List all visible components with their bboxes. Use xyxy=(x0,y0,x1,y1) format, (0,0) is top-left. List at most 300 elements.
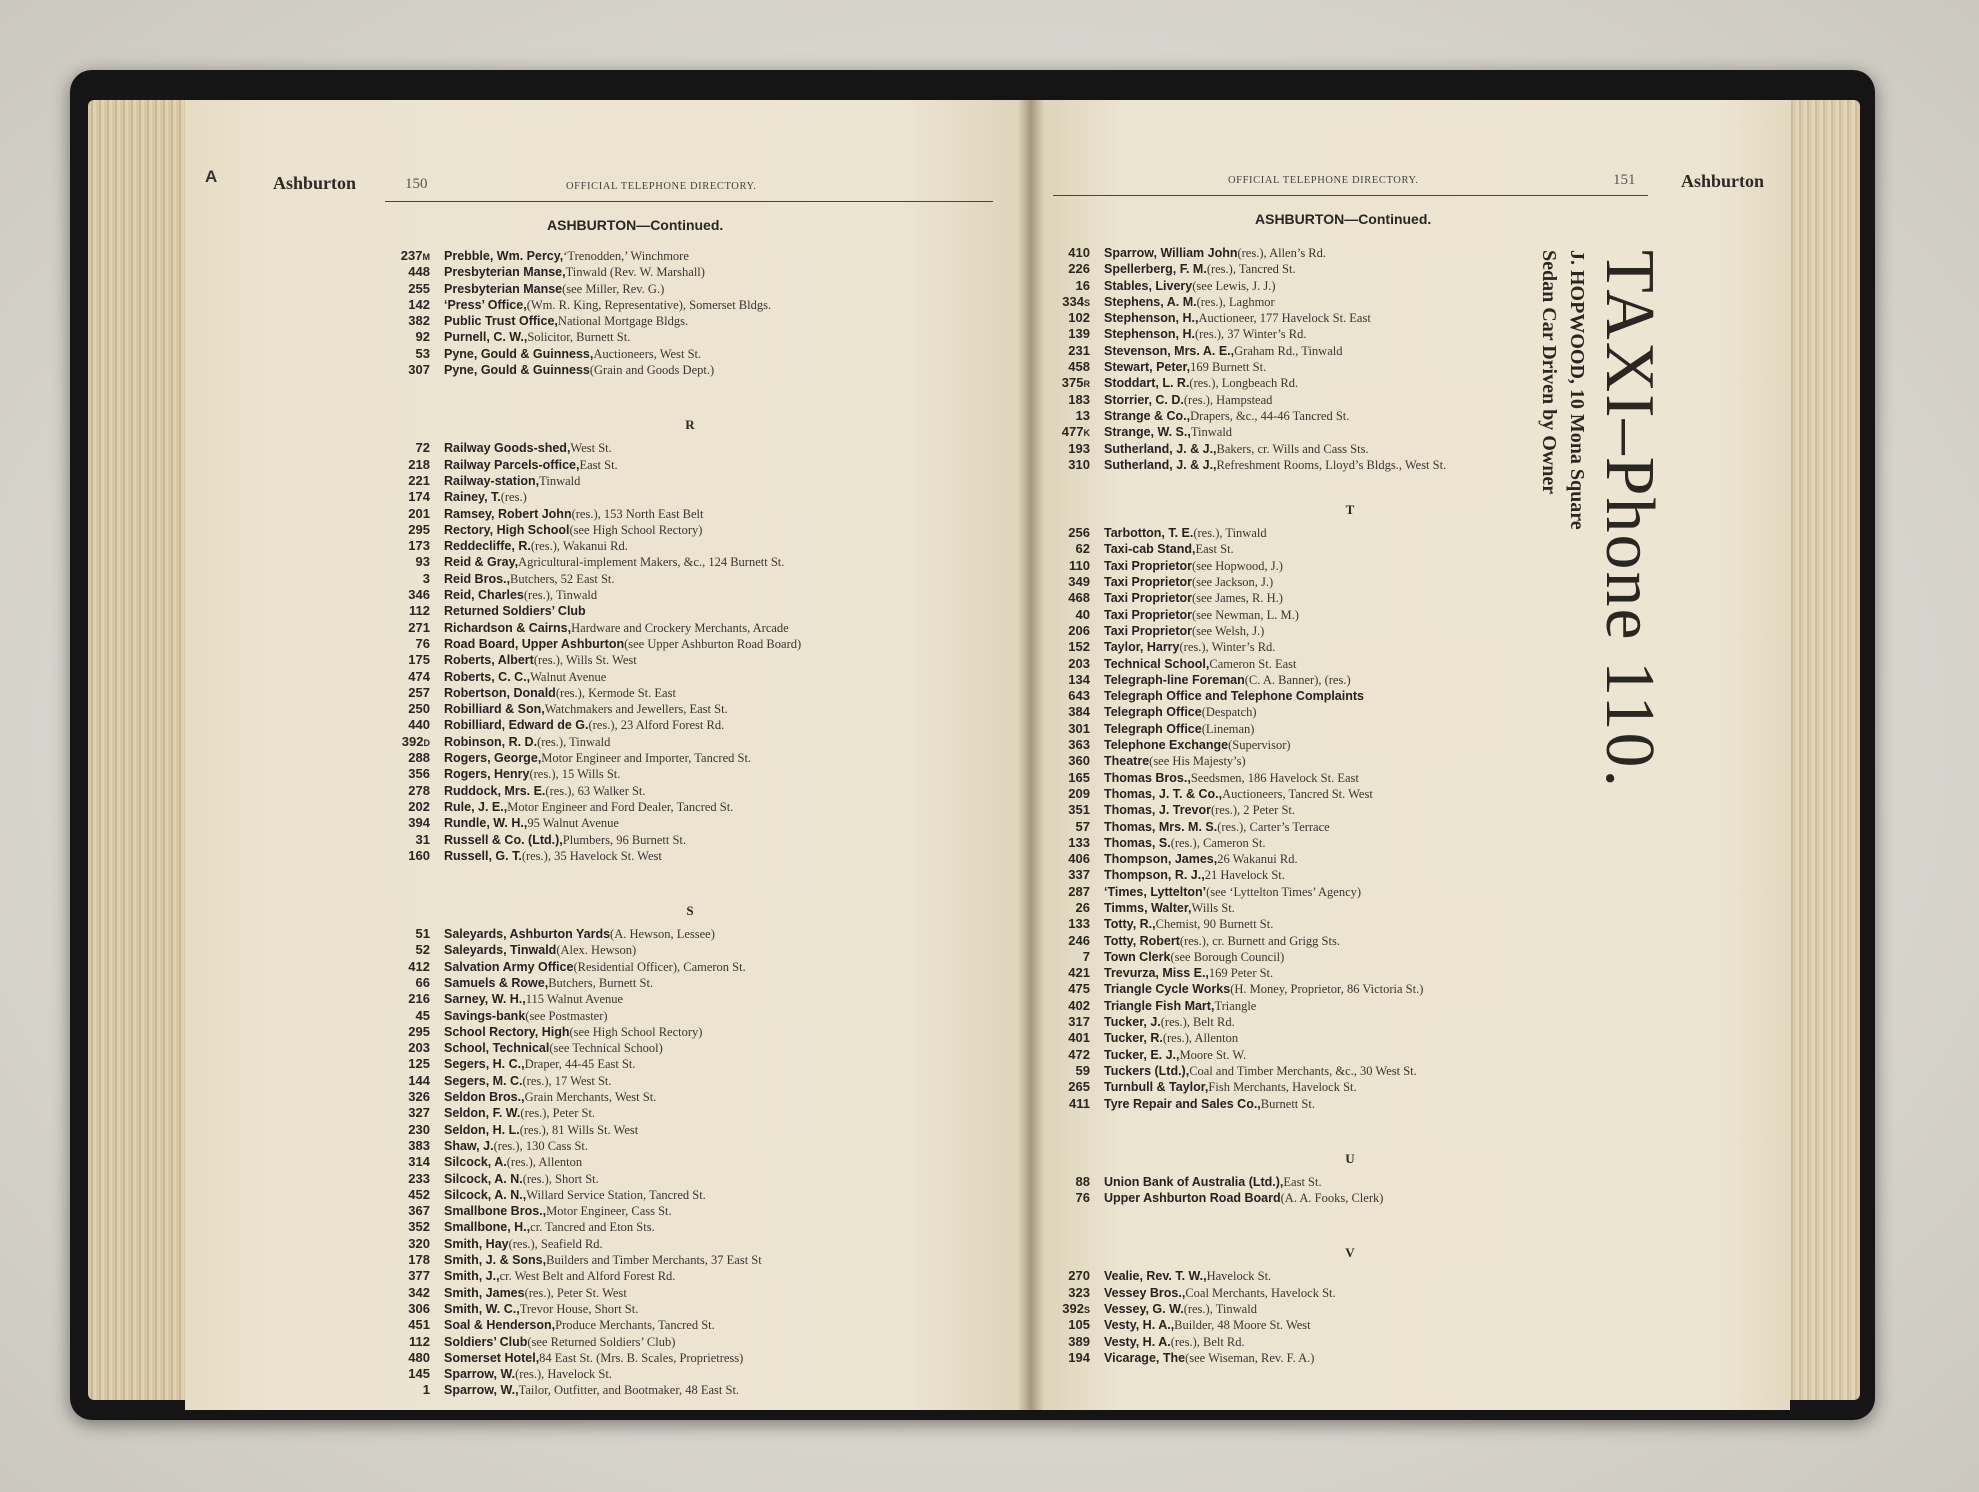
phone-number: 53 xyxy=(415,345,430,361)
phone-number: 134 xyxy=(1068,671,1090,687)
subscriber-details: (res.), Belt Rd. xyxy=(1160,1015,1235,1030)
subscriber-name: Railway Parcels-office, xyxy=(444,457,580,472)
subscriber-details: East St. xyxy=(1195,542,1234,557)
subscriber-details: Wills St. xyxy=(1191,900,1235,915)
subscriber-name: Reid Bros., xyxy=(444,571,510,586)
phone-number: 406 xyxy=(1068,851,1090,867)
phone-number: 59 xyxy=(1075,1062,1090,1078)
subscriber-name: Stephens, A. M. xyxy=(1104,294,1197,309)
subscriber-details: Motor Engineer and Ford Dealer, Tancred St. xyxy=(507,799,734,814)
phone-number: 392D xyxy=(401,733,430,749)
phone-number: 160 xyxy=(408,847,430,863)
subscriber-details: Butchers, Burnett St. xyxy=(548,975,654,990)
phone-number: 452 xyxy=(408,1186,430,1202)
subscriber-details: Tinwald xyxy=(1190,425,1233,440)
subscriber-name: Ruddock, Mrs. E. xyxy=(444,783,546,798)
subscriber-name: Tucker, R. xyxy=(1104,1031,1163,1046)
phone-number: 203 xyxy=(1068,655,1090,671)
directory-entry xyxy=(380,506,1000,522)
party-line-suffix: R xyxy=(1083,379,1090,390)
subscriber-details: (res.), Kermode St. East xyxy=(555,685,676,700)
subscriber-details: Walnut Avenue xyxy=(530,669,607,684)
directory-entry xyxy=(380,1203,1000,1219)
directory-entry xyxy=(380,1236,1000,1252)
subscriber-name: Taxi-cab Stand, xyxy=(1104,542,1196,557)
subscriber-name: Stevenson, Mrs. A. E., xyxy=(1104,343,1235,358)
subscriber-details: (res.), Tinwald xyxy=(537,734,611,749)
directory-entry xyxy=(1040,1350,1660,1366)
subscriber-details: (see His Majesty’s) xyxy=(1149,754,1246,769)
phone-number: 102 xyxy=(1068,310,1090,326)
subscriber-details: Hardware and Crockery Merchants, Arcade xyxy=(571,620,789,635)
section-spacer xyxy=(1040,1112,1660,1144)
directory-entry xyxy=(380,1366,1000,1382)
subscriber-details: (Wm. R. King, Representative), Somerset Bldgs. xyxy=(526,297,772,312)
phone-number: 307 xyxy=(408,362,430,378)
phone-number: 112 xyxy=(409,603,430,619)
section-letter-heading: S xyxy=(686,903,694,919)
phone-number: 326 xyxy=(408,1089,430,1105)
subscriber-details: (res.), Longbeach Rd. xyxy=(1189,376,1299,391)
directory-entry xyxy=(380,1285,1000,1301)
subscriber-details: (res.), Tinwald xyxy=(523,588,598,603)
directory-entry xyxy=(1040,1317,1660,1333)
directory-entry xyxy=(1040,1096,1660,1112)
phone-number: 401 xyxy=(1068,1030,1090,1046)
subscriber-name: School Rectory, High xyxy=(444,1024,570,1039)
subscriber-name: Telegraph Office xyxy=(1104,705,1202,720)
directory-entry xyxy=(380,1122,1000,1138)
subscriber-details: 95 Walnut Avenue xyxy=(527,816,619,831)
subscriber-name: Spellerberg, F. M. xyxy=(1104,262,1207,277)
phone-number: 402 xyxy=(1068,997,1090,1013)
subscriber-name: Rundle, W. H., xyxy=(444,816,528,831)
directory-entry xyxy=(1040,1174,1660,1190)
subscriber-details: Auctioneers, Tancred St. West xyxy=(1222,786,1373,801)
subscriber-name: Stephenson, H., xyxy=(1104,311,1199,326)
directory-entry xyxy=(1040,1301,1660,1317)
section-letter-heading: U xyxy=(1345,1150,1355,1166)
directory-entry xyxy=(380,652,1000,668)
directory-entry xyxy=(1040,1190,1660,1206)
subscriber-details: Grain Merchants, West St. xyxy=(524,1090,657,1105)
directory-entry xyxy=(380,329,1000,345)
subscriber-details: Cameron St. East xyxy=(1209,656,1297,671)
phone-number: 367 xyxy=(408,1203,430,1219)
phone-number: 383 xyxy=(408,1137,430,1153)
phone-number: 389 xyxy=(1068,1333,1090,1349)
subscriber-name: Rainey, T. xyxy=(444,490,501,505)
phone-number: 480 xyxy=(408,1349,430,1365)
phone-number: 51 xyxy=(415,926,430,942)
directory-entry xyxy=(380,457,1000,473)
subscriber-details: (see High School Rectory) xyxy=(569,522,703,537)
phone-number: 175 xyxy=(408,652,430,668)
subscriber-name: Technical School, xyxy=(1104,656,1210,671)
phone-number: 287 xyxy=(1068,883,1090,899)
phone-number: 278 xyxy=(408,782,430,798)
subscriber-name: Vicarage, The xyxy=(1104,1350,1186,1365)
phone-number: 206 xyxy=(1068,622,1090,638)
subscriber-details: (res.), cr. Burnett and Grigg Sts. xyxy=(1179,933,1340,948)
subscriber-details: Tinwald xyxy=(539,473,581,488)
subscriber-details: 115 Walnut Avenue xyxy=(525,992,624,1007)
subscriber-details: (see James, R. H.) xyxy=(1191,591,1283,606)
subscriber-details: (res.), 81 Wills St. West xyxy=(519,1122,639,1137)
subscriber-details: (res.), 2 Peter St. xyxy=(1210,803,1295,818)
phone-number: 411 xyxy=(1069,1095,1090,1111)
subscriber-details: Auctioneers, West St. xyxy=(593,346,702,361)
subscriber-name: Taxi Proprietor xyxy=(1104,575,1192,590)
right-running-title: OFFICIAL TELEPHONE DIRECTORY. xyxy=(1228,175,1419,186)
phone-number: 337 xyxy=(1068,867,1090,883)
subscriber-details: (res.), 17 West St. xyxy=(522,1073,612,1088)
phone-number: 271 xyxy=(408,619,430,635)
directory-entry xyxy=(380,1268,1000,1284)
phone-number: 57 xyxy=(1075,818,1090,834)
subscriber-details: (res.), Allenton xyxy=(506,1155,583,1170)
phone-number: 133 xyxy=(1068,834,1090,850)
phone-number: 237M xyxy=(400,248,430,263)
phone-number: 472 xyxy=(1068,1046,1090,1062)
subscriber-details: Seedsmen, 186 Havelock St. East xyxy=(1190,770,1359,785)
party-line-suffix: S xyxy=(1083,1305,1090,1316)
directory-entry xyxy=(1040,1079,1660,1095)
subscriber-name: Rectory, High School xyxy=(444,522,570,537)
directory-entry xyxy=(1040,1334,1660,1350)
phone-number: 226 xyxy=(1068,261,1090,277)
directory-entry xyxy=(1040,1014,1660,1030)
phone-number: 178 xyxy=(408,1252,430,1268)
left-running-town: Ashburton xyxy=(273,173,357,193)
subscriber-details: (res.), Peter St. xyxy=(520,1106,596,1121)
phone-number: 346 xyxy=(408,587,430,603)
directory-entry xyxy=(1040,1047,1660,1063)
phone-number: 448 xyxy=(408,264,430,280)
directory-entry xyxy=(380,1382,1000,1398)
subscriber-name: Presbyterian Manse, xyxy=(444,265,566,280)
subscriber-name: Rogers, Henry xyxy=(444,767,530,782)
subscriber-name: Reid, Charles xyxy=(444,588,524,603)
subscriber-details: Tailor, Outfitter, and Bootmaker, 48 East St. xyxy=(518,1383,740,1398)
subscriber-details: Drapers, &c., 44-46 Tancred St. xyxy=(1190,408,1350,423)
directory-entry xyxy=(380,926,1000,942)
subscriber-name: Telegraph-line Foreman xyxy=(1104,672,1245,687)
subscriber-details: (Alex. Hewson) xyxy=(556,943,637,958)
subscriber-name: Samuels & Rowe, xyxy=(444,975,549,990)
left-directory-listing xyxy=(380,248,1000,1399)
subscriber-name: Tyre Repair and Sales Co., xyxy=(1104,1096,1261,1111)
subscriber-details: 21 Havelock St. xyxy=(1204,868,1285,883)
directory-entry xyxy=(380,1089,1000,1105)
subscriber-name: Telephone Exchange xyxy=(1104,738,1229,753)
subscriber-name: Returned Soldiers’ Club xyxy=(444,604,586,619)
directory-entry xyxy=(380,1024,1000,1040)
directory-entry xyxy=(380,848,1000,864)
subscriber-name: Taxi Proprietor xyxy=(1104,591,1192,606)
subscriber-details: (res.), Laghmor xyxy=(1196,294,1275,309)
subscriber-details: Willard Service Station, Tancred St. xyxy=(526,1187,706,1202)
phone-number: 384 xyxy=(1068,704,1090,720)
directory-entry xyxy=(1040,1063,1660,1079)
phone-number: 66 xyxy=(415,974,430,990)
phone-number: 351 xyxy=(1068,802,1090,818)
subscriber-name: Union Bank of Australia (Ltd.), xyxy=(1104,1174,1284,1189)
subscriber-details: (res.), Peter St. West xyxy=(524,1285,627,1300)
subscriber-name: Storrier, C. D. xyxy=(1104,392,1184,407)
phone-number: 125 xyxy=(408,1056,430,1072)
subscriber-name: Reddecliffe, R. xyxy=(444,539,531,554)
subscriber-details: Moore St. W. xyxy=(1179,1047,1247,1062)
directory-entry xyxy=(1040,949,1660,965)
directory-entry xyxy=(380,975,1000,991)
subscriber-details: (see High School Rectory) xyxy=(569,1024,703,1039)
left-running-title: OFFICIAL TELEPHONE DIRECTORY. xyxy=(566,181,757,192)
subscriber-name: Taylor, Harry xyxy=(1104,640,1180,655)
subscriber-details: (res.), Carter’s Terrace xyxy=(1217,819,1330,834)
directory-entry xyxy=(1040,916,1660,932)
subscriber-details: Plumbers, 96 Burnett St. xyxy=(562,832,687,847)
subscriber-name: Vesty, H. A., xyxy=(1104,1318,1175,1333)
subscriber-details: ‘Trenodden,’ Winchmore xyxy=(563,249,689,263)
directory-entry xyxy=(380,1171,1000,1187)
subscriber-name: Tuckers (Ltd.), xyxy=(1104,1063,1190,1078)
advert-line-2: Sedan Car Driven by Owner xyxy=(1538,250,1560,495)
subscriber-details: (res.), Hampstead xyxy=(1183,392,1273,407)
phone-number: 139 xyxy=(1068,326,1090,342)
directory-entry xyxy=(380,1105,1000,1121)
subscriber-details: Coal and Timber Merchants, &c., 30 West St. xyxy=(1189,1063,1417,1078)
thumb-index-letter: A xyxy=(205,167,218,186)
subscriber-details: West St. xyxy=(570,441,612,456)
subscriber-details: (res.), Tinwald xyxy=(1193,526,1267,541)
directory-entry xyxy=(380,1187,1000,1203)
subscriber-name: Public Trust Office, xyxy=(444,314,558,329)
subscriber-details: (Despatch) xyxy=(1201,705,1257,720)
phone-number: 7 xyxy=(1082,948,1090,964)
directory-entry xyxy=(1040,867,1660,883)
phone-number: 288 xyxy=(408,750,430,766)
subscriber-details: (res.), Short St. xyxy=(522,1171,599,1186)
directory-entry xyxy=(380,473,1000,489)
subscriber-name: Salvation Army Office xyxy=(444,959,574,974)
phone-number: 360 xyxy=(1068,753,1090,769)
subscriber-details: (see Jackson, J.) xyxy=(1191,575,1274,590)
subscriber-name: Thomas, S. xyxy=(1104,835,1171,850)
subscriber-details: National Mortgage Bldgs. xyxy=(557,314,689,329)
subscriber-details: (res.), Wakanui Rd. xyxy=(530,539,628,554)
directory-entry xyxy=(380,346,1000,362)
phone-number: 76 xyxy=(415,635,430,651)
subscriber-name: Seldon, H. L. xyxy=(444,1122,520,1137)
directory-entry xyxy=(380,959,1000,975)
subscriber-name: Railway Goods-shed, xyxy=(444,441,571,456)
subscriber-details: (see Newman, L. M.) xyxy=(1191,607,1299,622)
phone-number: 643 xyxy=(1068,688,1090,704)
subscriber-details: (res.), Wills St. West xyxy=(533,653,637,668)
subscriber-name: Silcock, A. N. xyxy=(444,1171,523,1186)
phone-number: 203 xyxy=(408,1040,430,1056)
directory-entry xyxy=(380,734,1000,750)
subscriber-details: Watchmakers and Jewellers, East St. xyxy=(544,702,728,717)
subscriber-name: Tucker, J. xyxy=(1104,1015,1161,1030)
subscriber-name: Ramsey, Robert John xyxy=(444,506,572,521)
subscriber-details: (res.), Winter’s Rd. xyxy=(1179,640,1276,655)
subscriber-name: Road Board, Upper Ashburton xyxy=(444,636,625,651)
subscriber-details: (res.), Tinwald xyxy=(1183,1302,1257,1317)
subscriber-details: (res.), 63 Walker St. xyxy=(545,783,646,798)
phone-number: 421 xyxy=(1068,965,1090,981)
directory-entry xyxy=(1040,802,1660,818)
advert-headline: TAXI–Phone 110. xyxy=(1591,250,1668,789)
subscriber-name: Robilliard & Son, xyxy=(444,702,545,717)
subscriber-name: Robertson, Donald xyxy=(444,685,556,700)
subscriber-details: Refreshment Rooms, Lloyd’s Bldgs., West St. xyxy=(1216,457,1447,472)
directory-entry xyxy=(380,685,1000,701)
directory-entry xyxy=(380,766,1000,782)
directory-entry xyxy=(1040,851,1660,867)
subscriber-details: 169 Peter St. xyxy=(1208,966,1274,981)
subscriber-details: (res.), Allenton xyxy=(1162,1031,1239,1046)
subscriber-details: (res.), Allen’s Rd. xyxy=(1237,246,1327,260)
subscriber-details: 26 Wakanui Rd. xyxy=(1217,852,1298,867)
subscriber-details: (res.), 37 Winter’s Rd. xyxy=(1194,327,1307,342)
subscriber-name: Turnbull & Taylor, xyxy=(1104,1080,1209,1095)
directory-entry xyxy=(380,313,1000,329)
subscriber-name: Segers, M. C. xyxy=(444,1073,523,1088)
subscriber-name: Vealie, Rev. T. W., xyxy=(1104,1269,1207,1284)
subscriber-name: Roberts, C. C., xyxy=(444,669,531,684)
subscriber-name: Totty, R., xyxy=(1104,917,1156,932)
phone-number: 194 xyxy=(1068,1349,1090,1365)
phone-number: 165 xyxy=(1068,769,1090,785)
subscriber-name: Segers, H. C., xyxy=(444,1057,525,1072)
subscriber-name: Pyne, Gould & Guinness xyxy=(444,363,590,378)
right-page-number: 151 xyxy=(1613,172,1636,188)
subscriber-name: Rogers, George, xyxy=(444,751,542,766)
phone-number: 142 xyxy=(408,296,430,312)
subscriber-name: Shaw, J. xyxy=(444,1138,494,1153)
phone-number: 183 xyxy=(1068,391,1090,407)
phone-number: 246 xyxy=(1068,932,1090,948)
directory-entry xyxy=(380,248,1000,264)
subscriber-name: Rule, J. E., xyxy=(444,799,508,814)
subscriber-details: (Residential Officer), Cameron St. xyxy=(573,959,746,974)
subscriber-name: Robinson, R. D. xyxy=(444,734,538,749)
phone-number: 92 xyxy=(415,329,430,345)
subscriber-name: ‘Times, Lyttelton’ xyxy=(1104,884,1207,899)
subscriber-name: Upper Ashburton Road Board xyxy=(1104,1191,1281,1206)
phone-number: 256 xyxy=(1068,525,1090,541)
phone-number: 144 xyxy=(408,1072,430,1088)
directory-entry xyxy=(380,832,1000,848)
subscriber-details: Produce Merchants, Tancred St. xyxy=(555,1318,715,1333)
phone-number: 320 xyxy=(408,1235,430,1251)
phone-number: 382 xyxy=(408,313,430,329)
subscriber-details: cr. West Belt and Alford Forest Rd. xyxy=(499,1269,676,1284)
subscriber-name: Smith, W. C., xyxy=(444,1301,520,1316)
subscriber-details: (Grain and Goods Dept.) xyxy=(589,363,715,378)
subscriber-name: Presbyterian Manse xyxy=(444,281,563,296)
directory-entry xyxy=(1040,835,1660,851)
subscriber-name: Sparrow, W., xyxy=(444,1383,519,1398)
subscriber-name: Timms, Walter, xyxy=(1104,900,1192,915)
right-page-edges xyxy=(1780,100,1860,1400)
subscriber-details: Chemist, 90 Burnett St. xyxy=(1155,917,1274,932)
directory-entry xyxy=(380,1301,1000,1317)
subscriber-name: Sparrow, William John xyxy=(1104,246,1238,260)
directory-entry xyxy=(380,1138,1000,1154)
subscriber-name: Pyne, Gould & Guinness, xyxy=(444,346,594,361)
phone-number: 52 xyxy=(415,942,430,958)
left-continued-heading: ASHBURTON—Continued. xyxy=(547,217,724,233)
directory-entry xyxy=(380,1317,1000,1333)
phone-number: 363 xyxy=(1068,737,1090,753)
directory-entry xyxy=(380,620,1000,636)
directory-entry xyxy=(380,1073,1000,1089)
subscriber-name: Strange & Co., xyxy=(1104,408,1191,423)
subscriber-name: Stephenson, H. xyxy=(1104,327,1195,342)
phone-number: 45 xyxy=(415,1007,430,1023)
subscriber-name: Prebble, Wm. Percy, xyxy=(444,249,564,263)
phone-number: 342 xyxy=(408,1284,430,1300)
section-letter-heading: V xyxy=(1345,1245,1355,1261)
subscriber-details: (res.), Belt Rd. xyxy=(1170,1334,1245,1349)
subscriber-details: (see Postmaster) xyxy=(525,1008,608,1023)
subscriber-details: Graham Rd., Tinwald xyxy=(1234,343,1343,358)
subscriber-name: Reid & Gray, xyxy=(444,555,519,570)
phone-number: 295 xyxy=(408,1023,430,1039)
phone-number: 26 xyxy=(1075,899,1090,915)
phone-number: 475 xyxy=(1068,981,1090,997)
phone-number: 105 xyxy=(1068,1317,1090,1333)
subscriber-details: (see Lewis, J. J.) xyxy=(1192,278,1276,293)
phone-number: 233 xyxy=(408,1170,430,1186)
subscriber-details: Motor Engineer, Cass St. xyxy=(546,1204,672,1219)
directory-entry xyxy=(380,991,1000,1007)
subscriber-name: Taxi Proprietor xyxy=(1104,623,1192,638)
subscriber-details: (A. Hewson, Lessee) xyxy=(610,927,715,942)
subscriber-details: (see Hopwood, J.) xyxy=(1191,558,1283,573)
phone-number: 40 xyxy=(1075,606,1090,622)
subscriber-name: Russell, G. T. xyxy=(444,848,522,863)
subscriber-name: Thomas Bros., xyxy=(1104,770,1191,785)
phone-number: 301 xyxy=(1068,720,1090,736)
left-page-edges xyxy=(88,100,198,1400)
phone-number: 410 xyxy=(1068,245,1090,260)
phone-number: 193 xyxy=(1068,440,1090,456)
directory-entry xyxy=(1040,965,1660,981)
subscriber-details: Agricultural-implement Makers, &c., 124 Burnett St. xyxy=(518,555,785,570)
subscriber-details: cr. Tancred and Eton Sts. xyxy=(530,1220,655,1235)
subscriber-details: Coal Merchants, Havelock St. xyxy=(1185,1285,1336,1300)
subscriber-name: Soal & Henderson, xyxy=(444,1318,556,1333)
subscriber-details: Solicitor, Burnett St. xyxy=(527,330,631,345)
phone-number: 334S xyxy=(1062,293,1090,309)
subscriber-name: Seldon, F. W. xyxy=(444,1106,521,1121)
subscriber-details: Auctioneer, 177 Havelock St. East xyxy=(1198,311,1371,326)
directory-entry xyxy=(380,264,1000,280)
directory-entry xyxy=(380,1350,1000,1366)
phone-number: 201 xyxy=(408,505,430,521)
subscriber-name: Thomas, J. Trevor xyxy=(1104,803,1211,818)
subscriber-name: Saleyards, Tinwald xyxy=(444,943,557,958)
section-spacer xyxy=(380,378,1000,410)
phone-number: 1 xyxy=(422,1382,430,1398)
phone-number: 314 xyxy=(408,1154,430,1170)
subscriber-details: Trevor House, Short St. xyxy=(519,1301,639,1316)
subscriber-name: Smith, Hay xyxy=(444,1236,509,1251)
